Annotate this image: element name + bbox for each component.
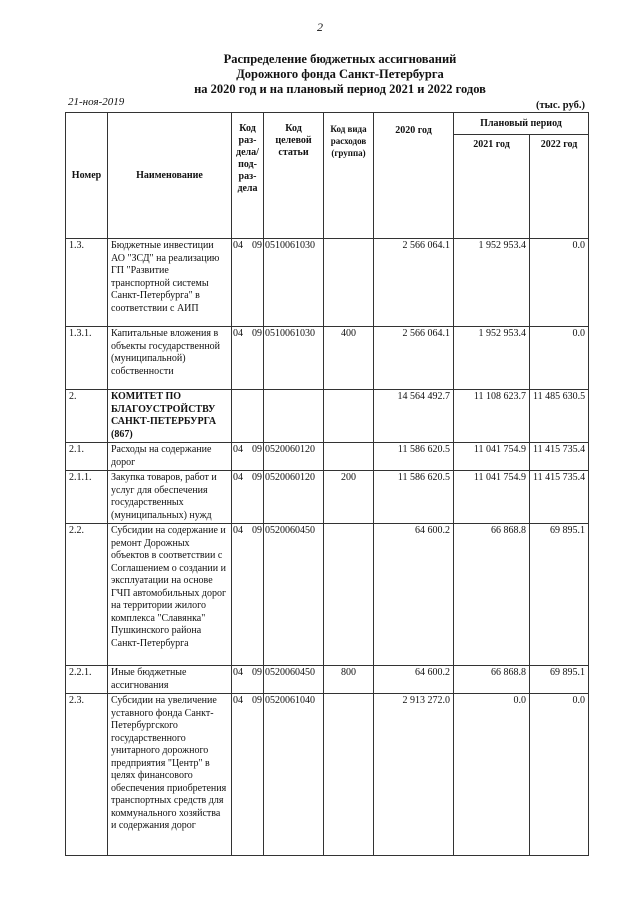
row-name: Расходы на содержание дорог: [108, 443, 232, 471]
row-exp-type: [324, 390, 374, 443]
row-exp-type: [324, 694, 374, 856]
budget-table: [65, 112, 589, 856]
row-subsection-code: 09: [252, 240, 262, 251]
header-planned-period: Плановый период: [454, 113, 589, 135]
row-2021: 1 952 953.4: [454, 239, 530, 327]
row-target: [264, 390, 324, 443]
row-number: 2.2.1.: [66, 666, 108, 694]
row-2022: 69 895.1: [530, 666, 589, 694]
row-name: Субсидии на увеличение уставного фонда Санкт-Петербургского государственного унитарного дорожного предприятия "Центр" в целях финансового обеспечения приобретения транспортных средств для коммунального хозяйства и содержания дорог: [108, 694, 232, 856]
row-section-code: 04: [233, 328, 243, 339]
table-row: [66, 390, 589, 443]
row-number: 1.3.: [66, 239, 108, 327]
row-subsection-code: 09: [252, 667, 262, 678]
table-row: [66, 239, 589, 327]
row-2020: 2 913 272.0: [374, 694, 454, 856]
row-subsection-code: 09: [252, 472, 262, 483]
row-2022: 11 415 735.4: [530, 443, 589, 471]
row-target: 0520060450: [264, 666, 324, 694]
header-exp-type: Код вида расходов (группа): [324, 113, 374, 239]
row-name: Субсидии на содержание и ремонт Дорожных объектов в соответствии с Соглашением о создании и эксплуатации на основе ГЧП автомобильных дорог на территории жилого комплекса "Славянка" Пушкинского района Санкт-Петербурга: [108, 524, 232, 666]
row-exp-type: [324, 443, 374, 471]
row-section-code: 04: [233, 695, 243, 706]
row-2020: 11 586 620.5: [374, 471, 454, 524]
row-subsection-code: 09: [252, 328, 262, 339]
header-name: Наименование: [108, 113, 232, 239]
row-section: [232, 471, 264, 524]
header-2021: 2021 год: [454, 135, 530, 239]
row-target: 0510061030: [264, 327, 324, 390]
row-2021: 11 041 754.9: [454, 443, 530, 471]
row-2020: 64 600.2: [374, 524, 454, 666]
row-exp-type: 800: [324, 666, 374, 694]
row-2022: 11 485 630.5: [530, 390, 589, 443]
row-2020: 11 586 620.5: [374, 443, 454, 471]
header-target: Код целевой статьи: [264, 113, 324, 239]
row-section: [232, 239, 264, 327]
row-subsection-code: 09: [252, 525, 262, 536]
row-exp-type: 200: [324, 471, 374, 524]
row-target: 0520060450: [264, 524, 324, 666]
table-row: [66, 471, 589, 524]
row-section: [232, 524, 264, 666]
row-section: [232, 694, 264, 856]
row-name: Закупка товаров, работ и услуг для обеспечения государственных (муниципальных) нужд: [108, 471, 232, 524]
document-title: [120, 52, 560, 97]
row-name: Капитальные вложения в объекты государственной (муниципальной) собственности: [108, 327, 232, 390]
row-2022: 0.0: [530, 239, 589, 327]
row-2020: 64 600.2: [374, 666, 454, 694]
document-date: 21-ноя-2019: [68, 96, 125, 108]
table-row: [66, 327, 589, 390]
row-2020: 2 566 064.1: [374, 327, 454, 390]
row-exp-type: 400: [324, 327, 374, 390]
row-exp-type: [324, 239, 374, 327]
header-2022: 2022 год: [530, 135, 589, 239]
row-target: 0520060120: [264, 443, 324, 471]
row-2020: 2 566 064.1: [374, 239, 454, 327]
row-section: [232, 666, 264, 694]
row-name: Бюджетные инвестиции АО "ЗСД" на реализацию ГП "Развитие транспортной системы Санкт-Петербурга" в соответствии с АИП: [108, 239, 232, 327]
row-section-code: 04: [233, 240, 243, 251]
row-2022: 69 895.1: [530, 524, 589, 666]
row-2021: 0.0: [454, 694, 530, 856]
row-subsection-code: 09: [252, 695, 262, 706]
row-number: 2.3.: [66, 694, 108, 856]
row-number: 2.1.: [66, 443, 108, 471]
row-2021: 11 108 623.7: [454, 390, 530, 443]
row-section: [232, 327, 264, 390]
row-2022: 0.0: [530, 327, 589, 390]
table-header: [66, 113, 589, 239]
row-target: 0510061030: [264, 239, 324, 327]
row-exp-type: [324, 524, 374, 666]
page-number: 2: [317, 20, 323, 34]
units-label: (тыс. руб.): [536, 100, 585, 111]
table-row: [66, 443, 589, 471]
row-target: 0520060120: [264, 471, 324, 524]
title-line-3: на 2020 год и на плановый период 2021 и 2022 годов: [194, 82, 486, 96]
row-section-code: 04: [233, 525, 243, 536]
row-section: [232, 390, 264, 443]
row-section-code: 04: [233, 444, 243, 455]
table-row: [66, 666, 589, 694]
title-line-1: Распределение бюджетных ассигнований: [223, 52, 457, 66]
row-2021: 11 041 754.9: [454, 471, 530, 524]
row-2022: 11 415 735.4: [530, 471, 589, 524]
table-row: [66, 694, 589, 856]
row-2020: 14 564 492.7: [374, 390, 454, 443]
row-number: 2.2.: [66, 524, 108, 666]
header-number: Номер: [66, 113, 108, 239]
row-number: 2.: [66, 390, 108, 443]
row-2021: 1 952 953.4: [454, 327, 530, 390]
table-row: [66, 524, 589, 666]
row-2022: 0.0: [530, 694, 589, 856]
row-section: [232, 443, 264, 471]
title-line-2: Дорожного фонда Санкт-Петербурга: [236, 67, 444, 81]
row-name: Иные бюджетные ассигнования: [108, 666, 232, 694]
row-target: 0520061040: [264, 694, 324, 856]
row-section-code: 04: [233, 472, 243, 483]
row-2021: 66 868.8: [454, 666, 530, 694]
header-2020: 2020 год: [374, 113, 454, 239]
row-2021: 66 868.8: [454, 524, 530, 666]
row-number: 1.3.1.: [66, 327, 108, 390]
header-section: Код раз-дела/ под-раз-дела: [232, 113, 264, 239]
row-subsection-code: 09: [252, 444, 262, 455]
row-name: КОМИТЕТ ПО БЛАГОУСТРОЙСТВУ САНКТ-ПЕТЕРБУРГА (867): [108, 390, 232, 443]
row-number: 2.1.1.: [66, 471, 108, 524]
row-section-code: 04: [233, 667, 243, 678]
